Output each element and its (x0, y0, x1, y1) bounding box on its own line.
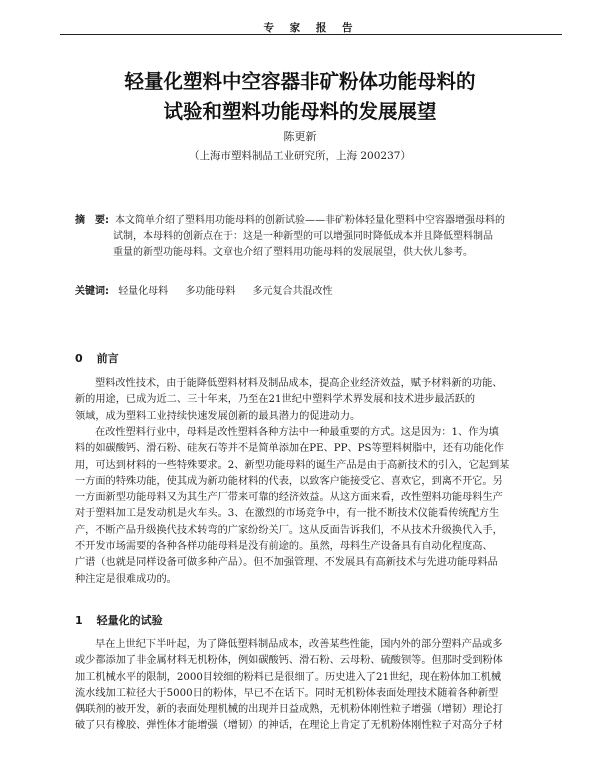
text-line: 料的如碳酸钙、滑石粉、硅灰石等并不是简单添加在PE、PP、PS等塑料树脂中，还有功能化作 (75, 443, 504, 455)
text-line: 对于塑料加工是发动机是火车头。3、在激烈的市场竞争中，有一批不断技术仪能看传统配方生 (75, 508, 500, 520)
paper-title-line-1: 轻量化塑料中空容器非矿粉体功能母料的 (124, 70, 476, 93)
author-name: 陈更新 (283, 130, 317, 143)
text-line: 早在上世纪下半叶起，为了降低塑料制品成本，改善某些性能，国内外的部分塑料产品或多 (95, 639, 503, 650)
keywords (75, 282, 550, 297)
abstract-line: 重量的新型功能母料。文章也介绍了塑料用功能母料的发展展望，供大伙儿参考。 (113, 247, 473, 258)
text-line: 产，不断产品升级换代技术转弯的广家纷纷关厂。这从反面告诉我们，不从技术升级换代入手， (75, 524, 503, 536)
text-line: 领域，成为塑料工业持续快速发展创新的最具潜力的促进动力。 (75, 410, 361, 422)
author-affiliation: （上海市塑料制品工业研究所，上海 200237） (189, 150, 411, 162)
text-line: 新的用途，已成为近二、三十年来，乃至在21世纪中塑料学术界发展和技术进步最活跃的 (75, 394, 476, 406)
keywords-label: 关键词: (75, 286, 109, 297)
text-line: 塑料改性技术，由于能降低塑料材料及制品成本，提高企业经济效益，赋予材料新的功能、 (95, 378, 503, 389)
running-header (60, 20, 562, 34)
abstract-line: 摘 要: 本文简单介绍了塑料用功能母料的创新试验——非矿粉体轻量化塑料中空容器增强母料的 (75, 215, 505, 226)
section-heading-lightweight (75, 612, 163, 628)
text-line: 广谱（也就是同样设备可做多种产品）。但不加强管理、不发展具有高新技术与先进功能母料品 (75, 557, 498, 569)
text-line: 或少都添加了非金属材料无机粉体，例如碳酸钙、滑石粉、云母粉、硫酸钡等。但那时受到粉体 (75, 655, 503, 667)
header-label: 专 家 报 告 (263, 21, 359, 34)
text-line: 流水线加工粒径大于5000日的粉体，早已不在话下。同时无机粉体表面处理技术随着各种新型 (75, 687, 499, 699)
keyword: 多元复合共混改性 (252, 286, 333, 297)
text-line: 破了只有橡胶、弹性体才能增强（增韧）的神话，在理论上肯定了无机粉体刚性粒子对高分子材 (75, 720, 503, 732)
paragraph-section-1 (75, 637, 550, 735)
paper-title-line-2: 试验和塑料功能母料的发展展望 (163, 100, 437, 123)
abstract-line: 试制，本母料的创新点在于：这是一种新型的可以增强同时降低成本并且降低塑料制品 (113, 231, 493, 242)
section-number: 0 (75, 352, 83, 365)
paragraph-intro-1 (75, 376, 550, 425)
abstract (75, 213, 550, 261)
text-line: 在改性塑料行业中，母料是改性塑料各种方法中一种最重要的方式。这是因为：1、作为填 (95, 427, 499, 438)
text-line: 不开发市场需要的各种各样功能母料是没有前途的。虽然，母料生产设备具有自动化程度高、 (75, 541, 493, 553)
text-line: 用，可达到材料的一些特殊要求。2、新型功能母料的诞生产品是由于高新技术的引入，它起到某 (75, 459, 510, 471)
section-title: 轻量化的试验 (96, 614, 163, 627)
text-line: 一方面的特殊功能，使其成为新功能材料的代表，以致客户能接受它、喜欢它，到离不开它。另 (75, 475, 503, 487)
keyword: 轻量化母料 (118, 286, 169, 297)
text-line: 种注定是很难成功的。 (75, 573, 177, 585)
keyword: 多功能母料 (185, 286, 236, 297)
text-line: 加工机械水平的限制，2000目较细的粉料已是很细了。历史进入了21世纪，现在粉体加工机械 (75, 671, 502, 683)
paragraph-intro-2 (75, 425, 550, 588)
text-line: 偶联剂的被开发，新的表面处理机械的出现并日益成熟，无机粉体刚性粒子增强（增韧）理论打 (75, 704, 503, 716)
header-rule (60, 34, 562, 35)
section-title: 前言 (96, 352, 119, 365)
abstract-label: 摘 要: (75, 215, 109, 226)
section-number: 1 (75, 614, 83, 627)
text-line: 一方面新型功能母料又为其生产厂带来可靠的经济效益。从这方面来看，改性塑料功能母料生产 (75, 492, 503, 504)
section-heading-intro (75, 350, 119, 366)
